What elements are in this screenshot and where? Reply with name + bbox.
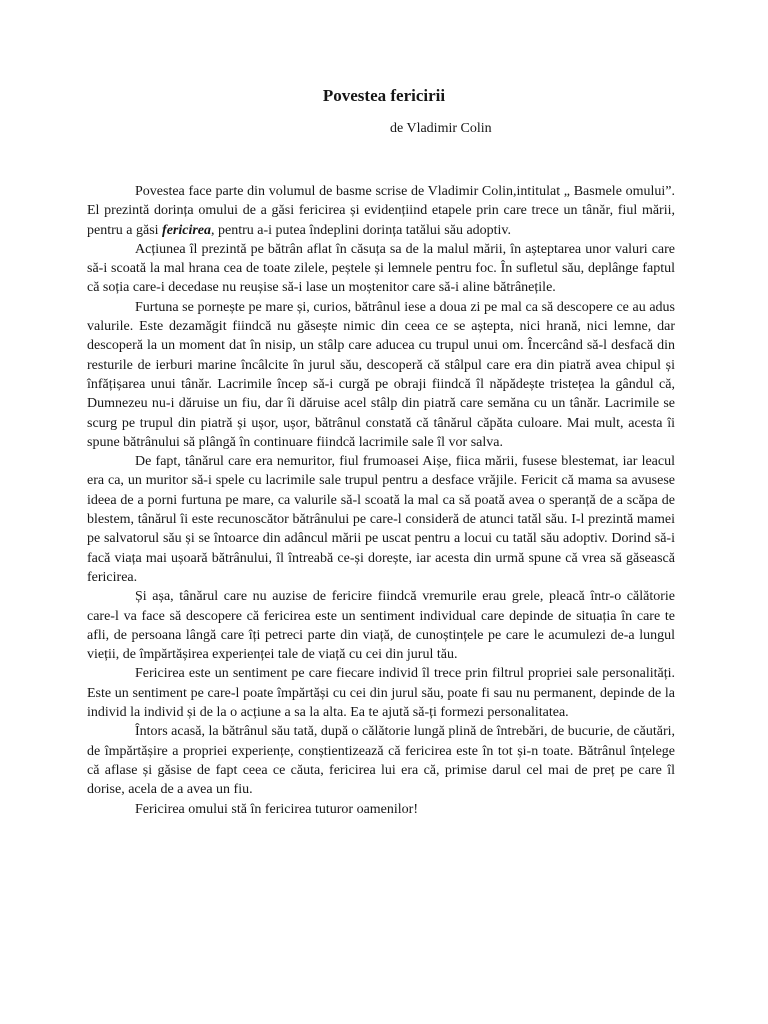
- paragraph-3: Furtuna se pornește pe mare și, curios, bătrânul iese a doua zi pe mal ca să descopere ce au adus valurile. Este dezamăgit fiindcă nu găsește nimic din ceea ce se aștepta, nici hrană, nici lemne, dar descoperă la un moment dat în nisip, un stâlp care aducea cu trupul unui om. Încercând să-l desfacă din resturile de ierburi marine încâlcite în jurul său, descoperă că stâlpul care era din piatră avea chipul și înfățișarea unui tânăr. Lacrimile încep să-i curgă pe obraji fiindcă îl năpădește tristețea la gândul că, Dumnezeu nu-i dăruise un fiu, dar îi dăruise acel stâlp din piatră care semăna cu un tânăr. Lacrimile se scurg pe trupul din piatră și ușor, ușor, bătrânul constată că tânărul căpăta culoare. Mai mult, acesta îi spune bătrânului să plângă în continuare fiindcă lacrimile sale îl vor salva.: [87, 299, 675, 450]
- document-body: [87, 182, 675, 819]
- author-byline: de Vladimir Colin: [390, 121, 492, 136]
- paragraph-5: Și așa, tânărul care nu auzise de fericire fiindcă vremurile erau grele, pleacă într-o călătorie care-l va face să descopere că fericirea este un sentiment individual care depinde de situația în care te afli, de persoana lângă care îți petreci parte din viață, de cunoștințele pe care le acumulezi de-a lungul vieții, de împărtășirea experienței tale de viață cu cei din jurul tău.: [87, 589, 675, 663]
- paragraph-2: Acțiunea îl prezintă pe bătrân aflat în căsuța sa de la malul mării, în așteptarea unor valuri care să-i scoată la mal hrana cea de toate zilele, peștele și lemnele pentru foc. În sufletul său, deplânge faptul că soția care-i decedase nu reușise să-i lase un moștenitor care să-i aline bătrânețile.: [87, 241, 675, 296]
- paragraph-7: Întors acasă, la bătrânul său tată, după o călătorie lungă plină de întrebări, de bucurie, de căutări, de împărtășire a propriei experiențe, conștientizează că fericirea este în tot și-n toate. Bătrânul înțelege că aflase și găsise de fapt ceea ce căuta, fericirea lui era că, primise darul cel mai de preț pe care îl dorise, acela de a avea un fiu.: [87, 724, 675, 798]
- emphasized-word: fericirea: [162, 222, 212, 238]
- paragraph-8: Fericirea omului stă în fericirea tuturor oamenilor!: [135, 801, 419, 817]
- paragraph-6: Fericirea este un sentiment pe care fiecare individ îl trece prin filtrul propriei sale personalități. Este un sentiment pe care-l poate împărtăși cu cei din jurul său, poate fi sau nu permanent, depinde de la individ la individ și de la o acțiune a sa la alta. Ea te ajută să-ți formezi personalitatea.: [87, 666, 675, 721]
- paragraph-1-text-end: , pentru a-i putea îndeplini dorința tatălui său adoptiv.: [211, 222, 512, 238]
- page-title: Povestea fericirii: [322, 86, 446, 105]
- paragraph-1: [87, 182, 675, 240]
- paragraph-4: De fapt, tânărul care era nemuritor, fiul frumoasei Aișe, fiica mării, fusese blestemat, iar leacul era ca, un muritor să-i spele cu lacrimile sale trupul pentru a desface vrăjile. Fericit că mama sa avusese ideea de a porni furtuna pe mare, ca valurile să-l scoată la mal ca să poată avea o speranță de a scăpa de blestem, tânărul îi este recunoscător bătrânului pe care-l consideră de atunci tatăl său. I-l prezintă mamei pe salvatorul său și se întoarce din adâncul mării pe uscat pentru a locui cu tatăl său adoptiv. Dorind să-i facă viața mai ușoară bătrânului, îl întreabă ce-și dorește, iar acesta din urmă spune că vrea să găsească fericirea.: [87, 454, 675, 585]
- paragraph-1-text-start: Povestea face parte din volumul de basme scrise de Vladimir Colin,intitulat „ Basmele omului”. El prezintă dorința omului de a găsi fericirea și evidențiind etapele prin care trece un tânăr, fiul mării, pentru a găsi: [87, 184, 675, 238]
